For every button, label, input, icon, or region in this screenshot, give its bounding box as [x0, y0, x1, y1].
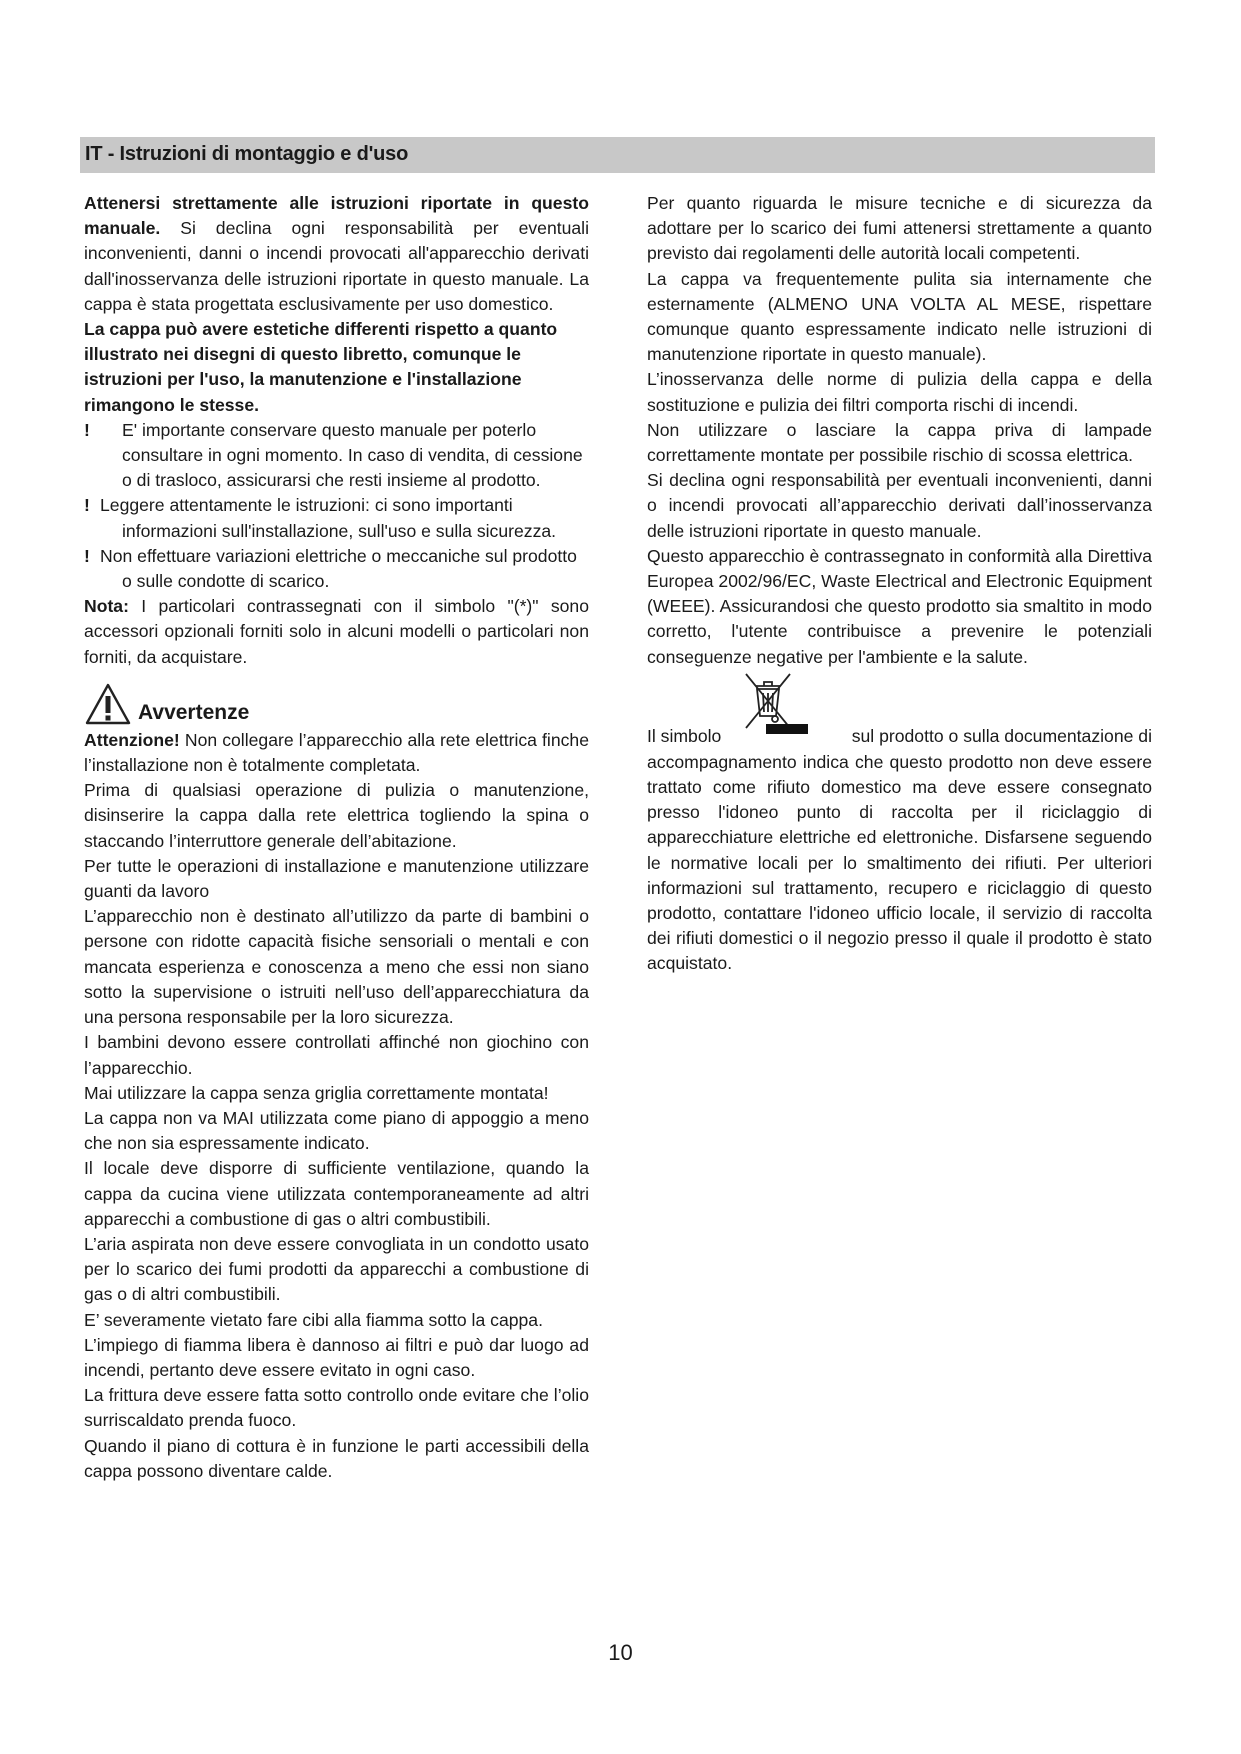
page-number: 10 — [608, 1640, 633, 1665]
black-bar-symbol — [766, 724, 808, 734]
warning-paragraph: I bambini devono essere controllati affinché non giochino con l’apparecchio. — [84, 1032, 589, 1078]
note-text: I particolari contrassegnati con il simbolo "(*)" sono accessori opzionali forniti solo in alcuni modelli o particolari non forniti, da acquistare. — [84, 596, 589, 667]
intro-bold: Attenersi strettamente alle istruzioni riportate in questo manuale. — [84, 193, 589, 239]
warning-paragraph: La cappa non va MAI utilizzata come piano di appoggio a meno che non sia espressamente indicato. — [84, 1107, 589, 1154]
attention-paragraph — [84, 728, 589, 778]
warning-paragraph: Quando il piano di cottura è in funzione le parti accessibili della cappa possono diventare calde. — [84, 1435, 589, 1481]
section-title: IT - Istruzioni di montaggio e d'uso — [85, 143, 409, 165]
intro-rest: Si declina ogni responsabilità per eventuali inconvenienti, danni o incendi provocati all'apparecchio derivati dall'inosservanza delle istruzioni riportate in questo manuale. La cappa è stata progettata esclusivamente per uso domestico. — [84, 218, 589, 314]
weee-paragraph: accompagnamento indica che questo prodotto non deve essere trattato come rifiuto domestico ma deve essere consegnato presso l'idoneo punto di raccolta per il riciclaggio di apparecchiature elettriche ed elettroniche. Disfarsene seguendo le normative locali per lo smaltimento dei rifiuti. Per ulteriori informazioni sul trattamento, recupero e riciclaggio di questo prodotto, contattare l'idoneo ufficio locale, il servizio di raccolta dei rifiuti domestici o il negozio presso il quale il prodotto è stato acquistato. — [647, 751, 1152, 974]
right-paragraph: Non utilizzare o lasciare la cappa priva di lampade correttamente montate per possibile rischio di scossa elettrica. — [647, 419, 1152, 466]
right-paragraph: La cappa va frequentemente pulita sia internamente che esternamente (ALMENO UNA VOLTA AL MESE, rispettare comunque quanto espressamente indicato nelle istruzioni di manutenzione riportate in questo manuale). — [647, 268, 1152, 365]
warning-paragraph: Mai utilizzare la cappa senza griglia correttamente montata! — [84, 1082, 549, 1103]
bullet-text: Leggere attentamente le istruzioni: ci sono importanti informazioni sull'installazione, sull'uso e sulla sicurezza. — [100, 495, 557, 541]
right-paragraph: Questo apparecchio è contrassegnato in conformità alla Direttiva Europea 2002/96/EC, Waste Electrical and Electronic Equipment (WEEE). Assicurandosi che questo prodotto sia smaltito in modo corretto, l'utente contribuisce a prevenire le potenziali conseguenze negative per l'ambiente e la salute. — [647, 545, 1152, 667]
design-notice: La cappa può avere estetiche differenti rispetto a quanto illustrato nei disegni di questo libretto, comunque le istruzioni per l'uso, la manutenzione e l'installazione rimangono le stesse. — [84, 319, 558, 415]
intro-paragraph — [84, 191, 589, 317]
note-paragraph — [84, 594, 589, 670]
weee-symbol-row — [647, 670, 1152, 750]
warning-paragraph: Per tutte le operazioni di installazione e manutenzione utilizzare guanti da lavoro — [84, 855, 589, 902]
right-paragraph: Si declina ogni responsabilità per eventuali inconvenienti, danni o incendi provocati all’apparecchio derivati dall’inosservanza delle istruzioni riportate in questo manuale. — [647, 470, 1152, 541]
attention-text: Non collegare l’apparecchio alla rete elettrica finche l’installazione non è totalmente completata. — [84, 729, 589, 776]
weee-prefix: Il simbolo — [647, 725, 722, 746]
attention-label: Attenzione! — [84, 729, 180, 750]
warning-paragraph: L’apparecchio non è destinato all’utilizzo da parte di bambini o persone con ridotte capacità fisiche sensoriali o mentali e con mancata esperienza e conoscenza a meno che essi non siano sotto la supervisione o istruiti nell’uso dell’apparecchiatura da una persona responsabile per la loro sicurezza. — [84, 906, 589, 1028]
bullet-item — [84, 418, 589, 494]
bullet-item — [84, 544, 589, 594]
left-column — [84, 191, 589, 1484]
warnings-title: Avvertenze — [138, 700, 250, 724]
bullet-text: Non effettuare variazioni elettriche o meccaniche sul prodotto o sulle condotte di scarico. — [100, 545, 577, 592]
warning-paragraph: L’aria aspirata non deve essere convogliata in un condotto usato per lo scarico dei fumi prodotti da apparecchi a combustione di gas o di altri combustibili. — [84, 1233, 589, 1305]
exclamation-mark: ! — [84, 545, 90, 566]
section-header-bar — [80, 137, 1155, 173]
bullet-item — [84, 493, 589, 543]
warning-paragraph: Il locale deve disporre di sufficiente ventilazione, quando la cappa da cucina viene utilizzata contemporaneamente ad altri apparecchi a combustione di gas o altri combustibili. — [84, 1158, 589, 1229]
right-paragraph: Per quanto riguarda le misure tecniche e di sicurezza da adottare per lo scarico dei fumi attenersi strettamente a quanto previsto dai regolamenti delle autorità locali competenti. — [647, 193, 1152, 264]
weee-suffix: sul prodotto o sulla documentazione di — [851, 725, 1152, 746]
bullet-text: E' importante conservare questo manuale per poterlo consultare in ogni momento. In caso di vendita, di cessione o di trasloco, assicurarsi che resti insieme al prodotto. — [122, 419, 583, 491]
exclamation-mark: ! — [84, 495, 90, 516]
warnings-heading — [84, 678, 589, 726]
warning-paragraph: E’ severamente vietato fare cibi alla fiamma sotto la cappa. — [84, 1309, 543, 1330]
warning-paragraph: La frittura deve essere fatta sotto controllo onde evitare che l’olio surriscaldato prenda fuoco. — [84, 1385, 589, 1431]
right-column — [647, 191, 1152, 977]
right-paragraph: L’inosservanza delle norme di pulizia della cappa e della sostituzione e pulizia dei filtri comporta rischi di incendi. — [647, 369, 1152, 415]
warning-paragraph: L’impiego di fiamma libera è dannoso ai filtri e può dar luogo ad incendi, pertanto deve essere evitato in ogni caso. — [84, 1334, 589, 1380]
note-label: Nota: — [84, 596, 129, 617]
weee-intro-line — [647, 724, 1152, 749]
exclamation-mark: ! — [84, 419, 90, 440]
warning-paragraph: Prima di qualsiasi operazione di pulizia o manutenzione, disinserire la cappa dalla rete elettrica togliendo la spina o staccando l’interruttore generale dell’abitazione. — [84, 780, 589, 851]
warning-triangle-icon — [84, 682, 132, 726]
